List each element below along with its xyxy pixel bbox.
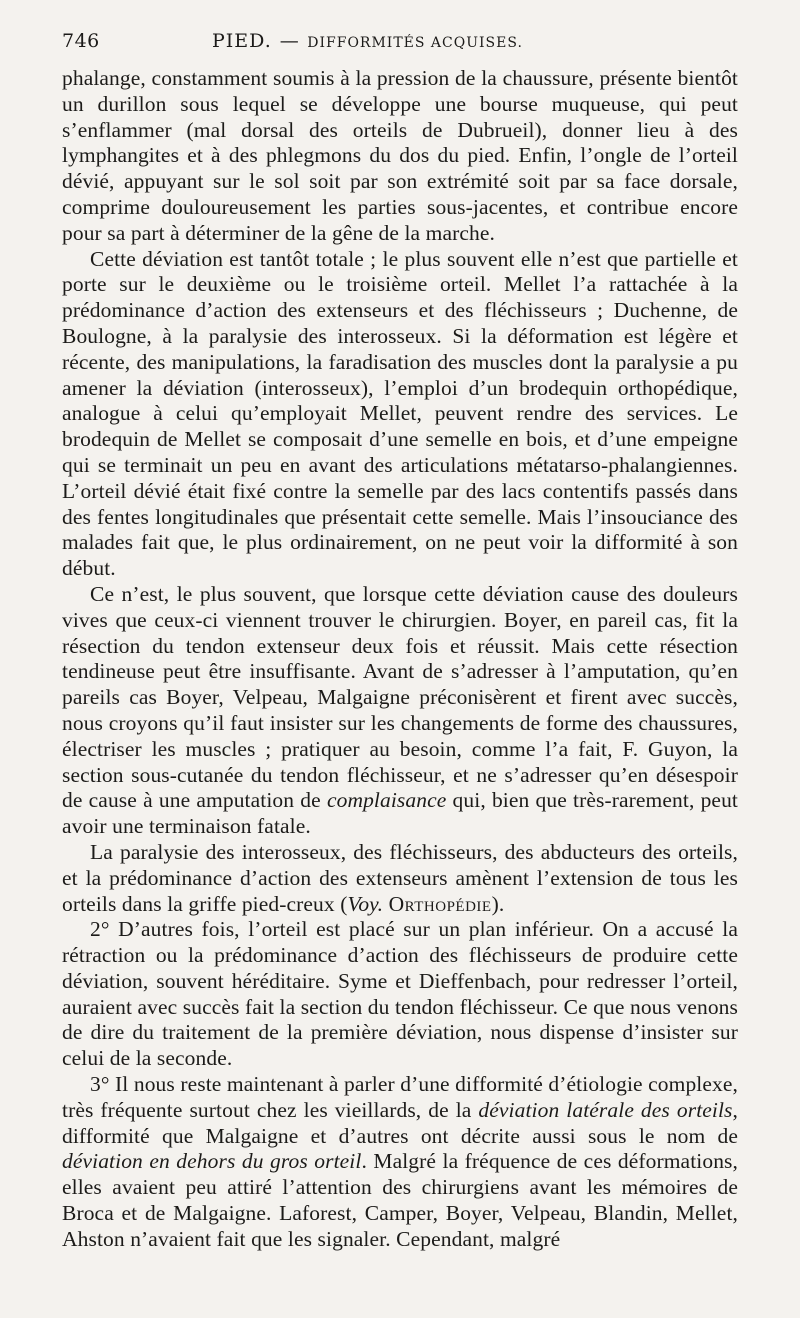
paragraph-text-end: qui, bien que très-rarement, peut avoir une terminaison fatale. <box>62 788 739 839</box>
italic-term: complaisance <box>326 788 447 813</box>
paragraph-text: Ce n’est, le plus souvent, que lorsque cette déviation cause des douleurs vives que ceux-ci viennent trouver le chirurgien. Boyer, en pareil cas, fit la résection du tendon extenseur deux fois et réussit. Mais cette résection tendineuse peut être insuffisante. Avant de s’adresser à l’amputation, qu’en pareils cas Boyer, Velpeau, Malgaigne préconisèrent et firent avec succès, nous croyons qu’il faut insister sur les changements de forme des chaussures, électriser les muscles ; pratiquer au besoin, comme l’a fait, F. Guyon, la section sous-cutanée du tendon fléchisseur, et ne s’adresser qu’en désespoir de cause à une amputation de <box>62 581 738 813</box>
italic-term-2: déviation en dehors du gros orteil <box>62 1149 362 1174</box>
paragraph-text: 2° D’autres fois, l’orteil est placé sur un plan inférieur. On a accusé la rétraction ou la prédominance d’action des fléchisseurs de produire cette déviation, souvent héréditaire. Syme et Dieffenbach, pour redresser l’orteil, auraient avec succès fait la section du tendon fléchisseur. Ce que nous venons de dire du traitement de la première déviation, nous dispense d’insister sur celui de la seconde. <box>62 917 738 1071</box>
paragraph-6 <box>62 1072 738 1253</box>
paragraph-text: 3° Il nous reste maintenant à parler d’une difformité d’étiologie complexe, très fréquente surtout chez les vieillards, de la <box>62 1072 738 1122</box>
cross-reference: Orthopédie <box>388 891 492 916</box>
paragraph-text: La paralysie des interosseux, des fléchisseurs, des abducteurs des orteils, et la prédominance d’action des extenseurs amènent l’extension de tous les orteils dans la griffe pied-creux ( <box>62 839 738 916</box>
paragraph-1 <box>62 66 738 247</box>
paragraph-text-mid: , difformité que Malgaigne et d’autres ont décrite aussi sous le nom de <box>62 1097 739 1148</box>
italic-term: Voy. <box>347 891 384 916</box>
paragraph-text: Cette déviation est tantôt totale ; le plus souvent elle n’est que partielle et porte sur le deuxième ou le troisième orteil. Mellet l’a rattachée à la prédominance d’action des extenseurs et des fléchisseurs ; Duchenne, de Boulogne, à la paralysie des interosseux. Si la déformation est légère et récente, des manipulations, la faradisation des muscles dont la paralysie a pu amener la déviation (interosseux), l’emploi d’un brodequin orthopédique, analogue à celui qu’employait Mellet, peuvent rendre des services. Le brodequin de Mellet se composait d’une semelle en bois, et d’une empeigne qui se terminait un peu en avant des articulations métatarso-phalangiennes. L’orteil dévié était fixé contre la semelle par des lacs contentifs passés dans des fentes longitudinales que présentait cette semelle. Mais l’insouciance des malades fait que, le plus ordinairement, on ne peut voir la difformité à son début. <box>62 246 738 581</box>
paragraph-text-end: . Malgré la fréquence de ces déformations, elles avaient peu attiré l’attention des chirurgiens avant les mémoires de Broca et de Malgaigne. Laforest, Camper, Boyer, Velpeau, Blandin, Mellet, Ahston n’avaient fait que les signaler. Cependant, malgré <box>62 1149 738 1251</box>
italic-term: déviation latérale des orteils <box>478 1097 733 1122</box>
paragraph-2 <box>62 247 738 582</box>
paragraph-5 <box>62 917 738 1072</box>
paragraph-text-end: ). <box>491 891 505 916</box>
paragraph-text: phalange, constamment soumis à la pression de la chaussure, présente bientôt un durillon sous lequel se développe une bourse muqueuse, qui peut s’enflammer (mal dorsal des orteils de Dubrueil), donner lieu à des lymphangites et à des phlegmons du dos du pied. Enfin, l’ongle de l’orteil dévié, appuyant sur le sol soit par son extrémité soit par sa face dorsale, comprime douloureusement les parties sous-jacentes, et contribue encore pour sa part à déterminer de la gêne de la marche. <box>62 66 738 245</box>
header-subtitle: DIFFORMITÉS ACQUISES. <box>307 35 523 51</box>
paragraph-3 <box>62 582 738 840</box>
book-page <box>62 30 738 1253</box>
page-number: 746 <box>62 30 100 52</box>
body-text <box>62 66 738 1253</box>
paragraph-4 <box>62 840 738 917</box>
running-header <box>62 30 738 66</box>
header-dash: — <box>279 30 300 52</box>
header-title: PIED. <box>212 30 272 52</box>
